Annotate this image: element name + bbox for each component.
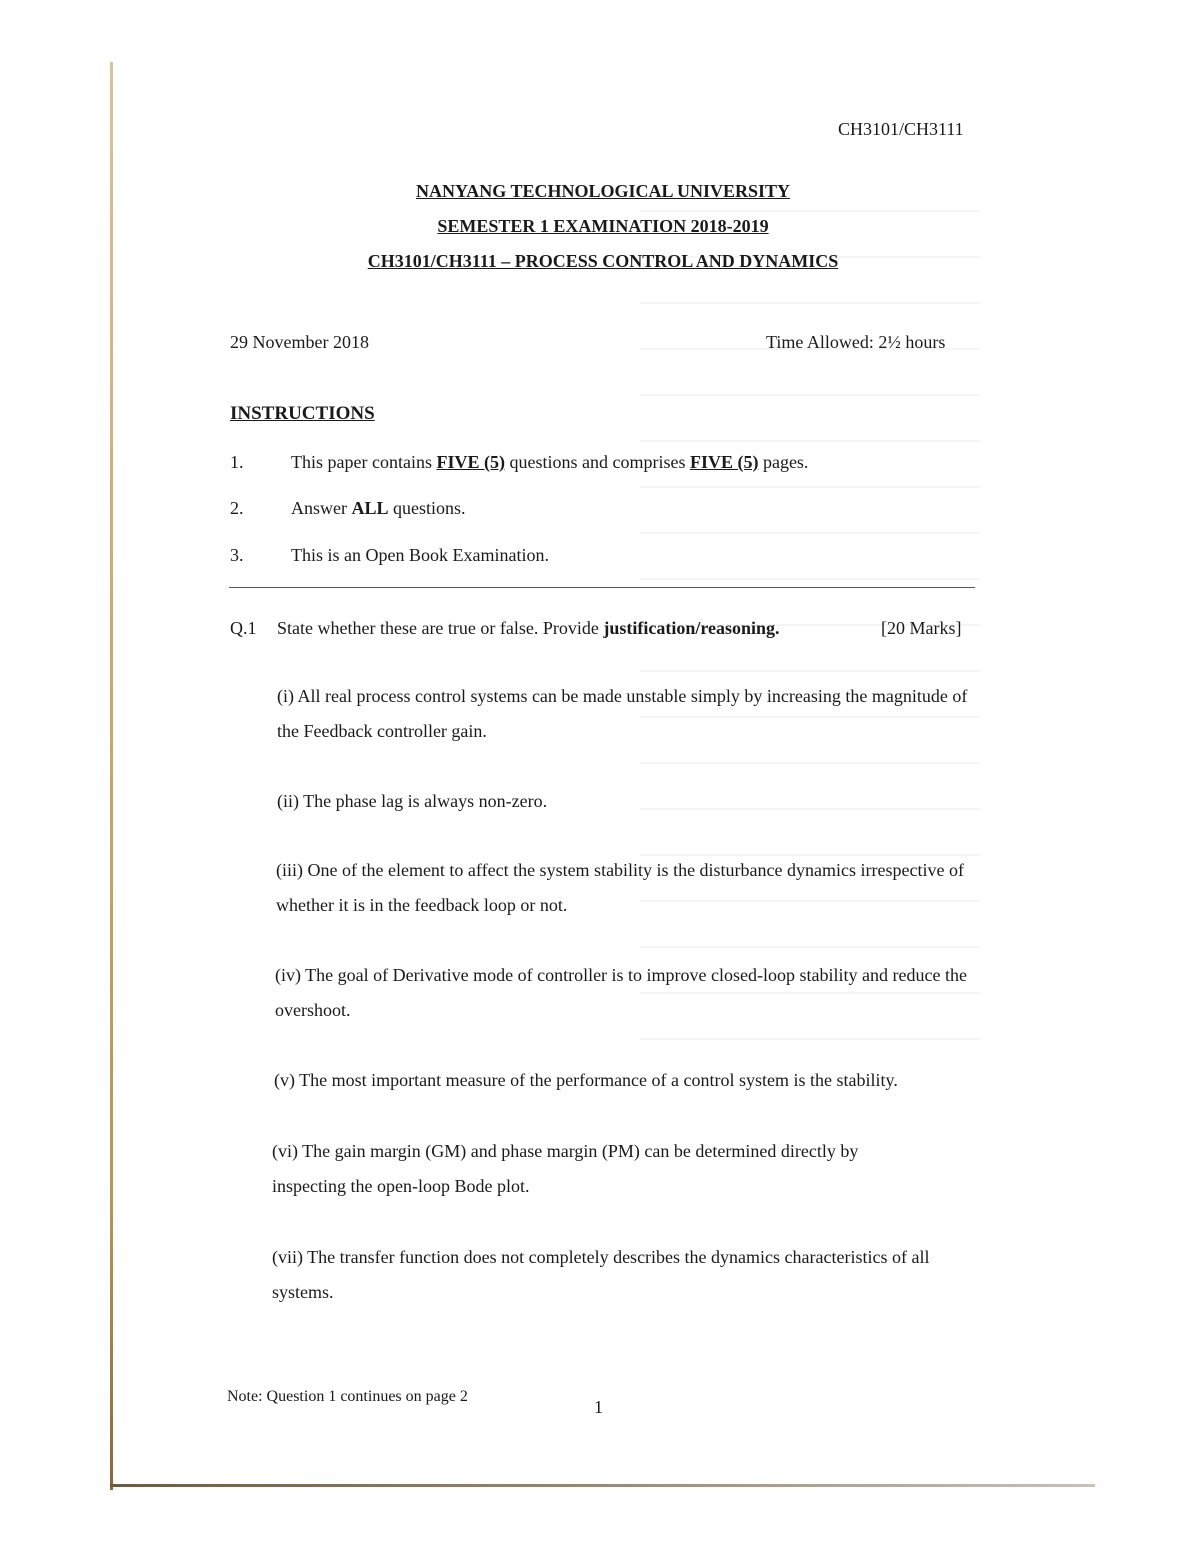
statement-item: (vi) The gain margin (GM) and phase margin (PM) can be determined directly by inspecting the open-loop Bode plot. — [272, 1141, 859, 1196]
question-marks: [20 Marks] — [881, 618, 962, 638]
divider-rule — [229, 587, 975, 588]
statement-item: (iv) The goal of Derivative mode of controller is to improve closed-loop stability and reduce the overshoot. — [275, 965, 967, 1020]
question-number: Q.1 — [230, 618, 257, 638]
course-title: CH3101/CH3111 – PROCESS CONTROL AND DYNAMICS — [367, 251, 839, 271]
statement-item: (ii) The phase lag is always non-zero. — [277, 791, 548, 811]
statement-item: (v) The most important measure of the performance of a control system is the stability. — [274, 1070, 898, 1090]
course-code: CH3101/CH3111 — [838, 119, 964, 139]
exam-title: SEMESTER 1 EXAMINATION 2018-2019 — [437, 216, 769, 236]
continuation-note: Note: Question 1 continues on page 2 — [227, 1388, 468, 1405]
paper-edge-bottom — [110, 1484, 1095, 1487]
instruction-item: This paper contains FIVE (5) questions and comprises FIVE (5) pages. — [291, 452, 809, 472]
time-allowed: Time Allowed: 2½ hours — [766, 332, 946, 352]
paper-edge-left — [110, 62, 113, 1490]
exam-date: 29 November 2018 — [230, 332, 369, 352]
instruction-number: 1. — [230, 452, 244, 472]
instruction-number: 2. — [230, 498, 244, 518]
instruction-item: This is an Open Book Examination. — [291, 545, 549, 565]
statement-item: (vii) The transfer function does not completely describes the dynamics characteristics of all systems. — [272, 1247, 930, 1302]
instruction-number: 3. — [230, 545, 244, 565]
statement-item: (iii) One of the element to affect the system stability is the disturbance dynamics irrespective of whether it is in the feedback loop or not. — [276, 860, 964, 915]
statement-item: (i) All real process control systems can be made unstable simply by increasing the magnitude of the Feedback controller gain. — [277, 686, 968, 741]
instructions-heading: INSTRUCTIONS — [230, 403, 375, 424]
university-title: NANYANG TECHNOLOGICAL UNIVERSITY — [415, 181, 791, 201]
question-text: State whether these are true or false. Provide justification/reasoning. — [277, 618, 780, 638]
page-number: 1 — [594, 1397, 603, 1417]
instruction-item: Answer ALL questions. — [291, 498, 466, 518]
